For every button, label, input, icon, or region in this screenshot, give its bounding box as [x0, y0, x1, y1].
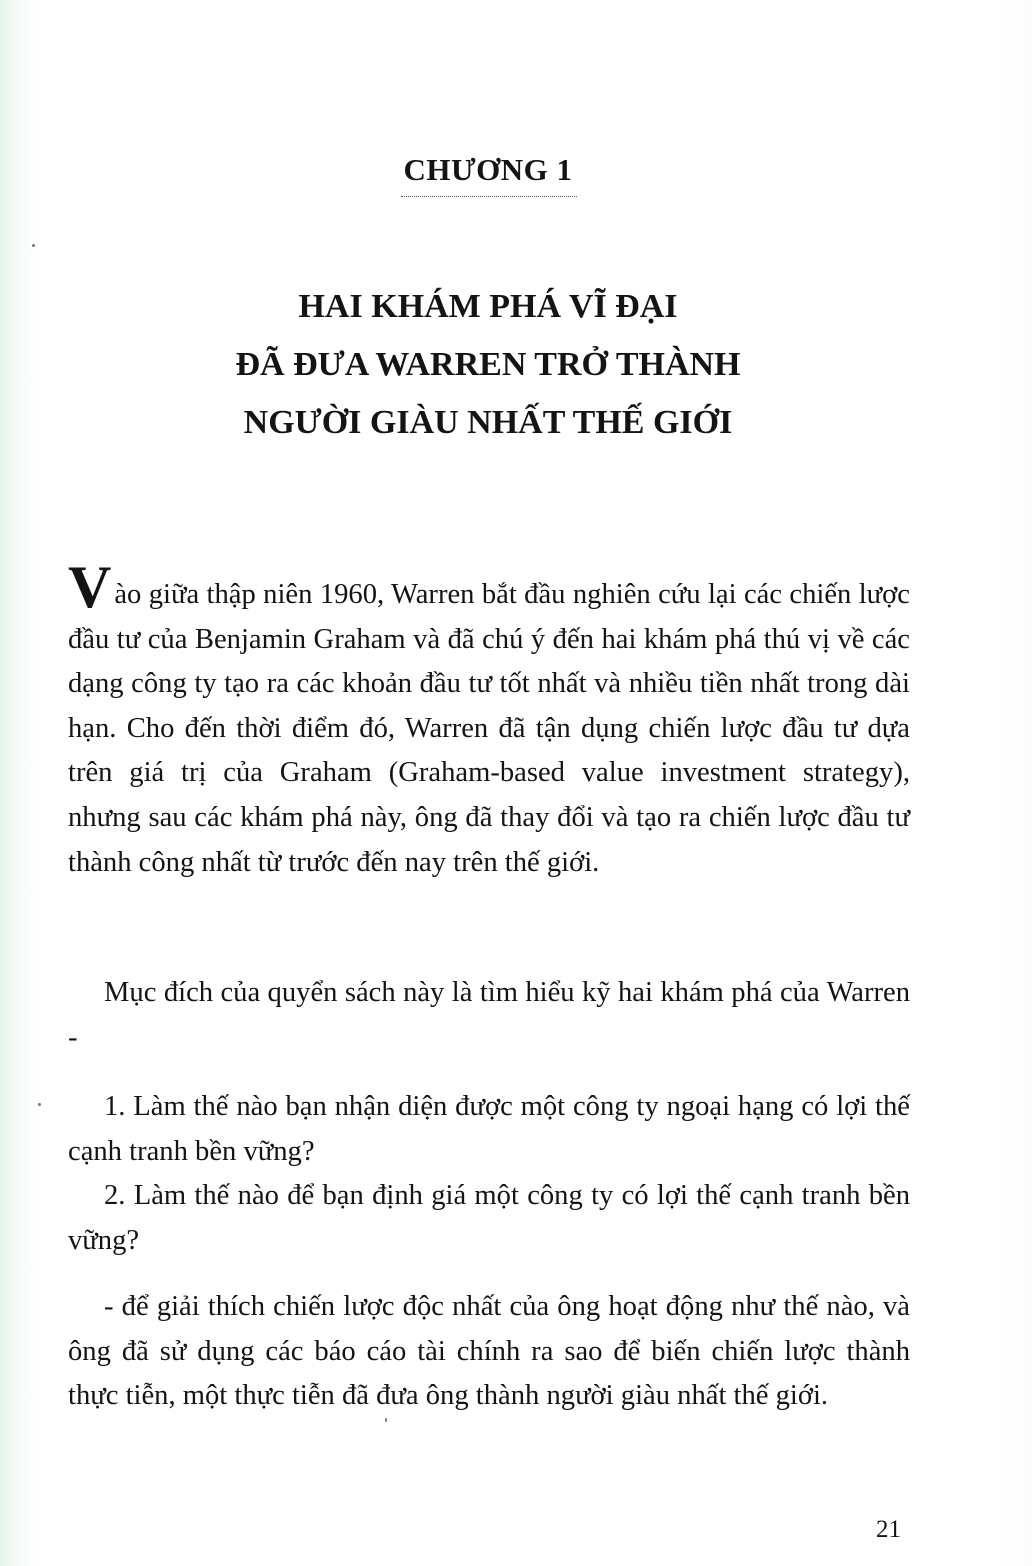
- list-item: 2. Làm thế nào để bạn định giá một công ty có lợi thế cạnh tranh bền vững?: [68, 1180, 910, 1256]
- chapter-title-line-2: ĐÃ ĐƯA WARREN TRỞ THÀNH: [235, 346, 741, 383]
- chapter-title-line-3: NGƯỜI GIÀU NHẤT THẾ GIỚI: [243, 404, 733, 441]
- paragraph-intro-text: ào giữa thập niên 1960, Warren bắt đầu nghiên cứu lại các chiến lược đầu tư của Benjamin Graham và đã chú ý đến hai khám phá thú vị về các dạng công ty tạo ra các khoản đầu tư tốt nhất và nhiều tiền nhất trong dài hạn. Cho đến thời điểm đó, Warren đã tận dụng chiến lược đầu tư dựa trên giá trị của Graham (Graham-based value investment strategy), nhưng sau các khám phá này, ông đã thay đổi và tạo ra chiến lược đầu tư thành công nhất từ trước đến nay trên thế giới.: [68, 579, 910, 878]
- scan-speck: [38, 1103, 41, 1106]
- paragraph-conclusion: - để giải thích chiến lược độc nhất của ông hoạt động như thế nào, và ông đã sử dụng các báo cáo tài chính ra sao để biến chiến lược thành thực tiễn, một thực tiễn đã đưa ông thành người giàu nhất thế giới.: [68, 1291, 910, 1412]
- paragraph-intro: [68, 554, 910, 885]
- paragraph-purpose: Mục đích của quyển sách này là tìm hiểu kỹ hai khám phá của Warren -: [68, 977, 910, 1053]
- chapter-label: CHƯƠNG 1: [403, 152, 573, 187]
- chapter-title-line-1: HAI KHÁM PHÁ VĨ ĐẠI: [298, 288, 678, 325]
- scan-speck: [32, 244, 35, 247]
- chapter-underline: [401, 196, 577, 197]
- scan-speck: [385, 1418, 387, 1422]
- drop-cap: V: [68, 554, 112, 620]
- chapter-title: [0, 278, 976, 452]
- list-item: 1. Làm thế nào bạn nhận diện được một công ty ngoại hạng có lợi thế cạnh tranh bền vững?: [68, 1091, 910, 1167]
- page-number: 21: [876, 1516, 901, 1543]
